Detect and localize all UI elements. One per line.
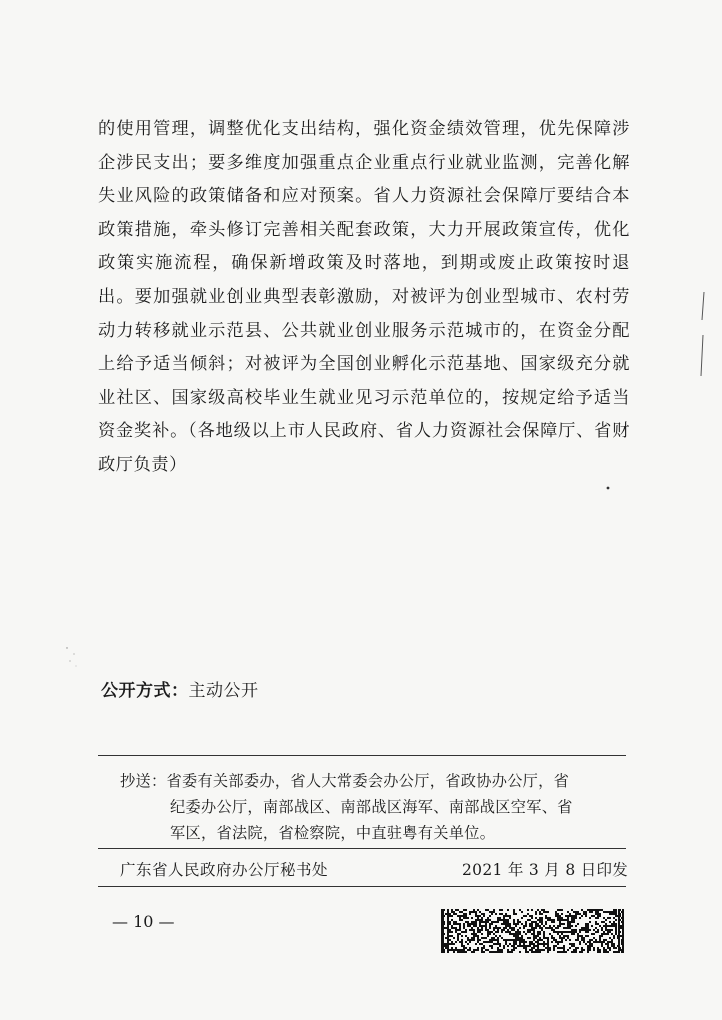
disclosure-method — [101, 676, 259, 701]
page-number: — 10 — — [112, 912, 175, 931]
barcode-image — [441, 909, 624, 953]
disclosure-label: 公开方式： — [101, 681, 189, 701]
divider-middle — [98, 848, 626, 849]
cc-label: 抄送： — [120, 772, 167, 790]
body-paragraph: 的使用管理，调整优化支出结构，强化资金绩效管理，优先保障涉企涉民支出；要多维度加强重点企业重点行业就业监测，完善化解失业风险的政策储备和应对预案。省人力资源社会保障厅要结合本政策措施，牵头修订完善相关配套政策，大力开展政策宣传，优化政策实施流程，确保新增政策及时落地，到期或废止政策按时退出。要加强就业创业典型表彰激励，对被评为创业型城市、农村劳动力转移就业示范县、公共就业创业服务示范城市的，在资金分配上给予适当倾斜；对被评为全国创业孵化示范基地、国家级充分就业社区、国家级高校毕业生就业见习示范单位的，按规定给予适当资金奖补。（各地级以上市人民政府、省人力资源社会保障厅、省财政厅负责） — [98, 119, 630, 475]
cc-block — [120, 768, 620, 846]
cc-line-text-1: 省委有关部委办，省人大常委会办公厅，省政协办公厅，省 — [166, 772, 570, 790]
issuer-name: 广东省人民政府办公厅秘书处 — [120, 861, 329, 879]
issue-date: 2021 年 3 月 8 日印发 — [462, 861, 629, 879]
scan-speckle-left — [62, 640, 82, 670]
divider-top — [98, 755, 626, 756]
scan-dot — [604, 484, 612, 492]
cc-line-3: 军区，省法院，省检察院，中直驻粤有关单位。 — [170, 824, 496, 842]
cc-line-2: 纪委办公厅，南部战区、南部战区海军、南部战区空军、省 — [170, 798, 573, 816]
divider-bottom — [98, 886, 626, 887]
scan-mark-right — [694, 290, 708, 380]
disclosure-value: 主动公开 — [188, 681, 259, 701]
cc-line-1 — [120, 768, 620, 794]
